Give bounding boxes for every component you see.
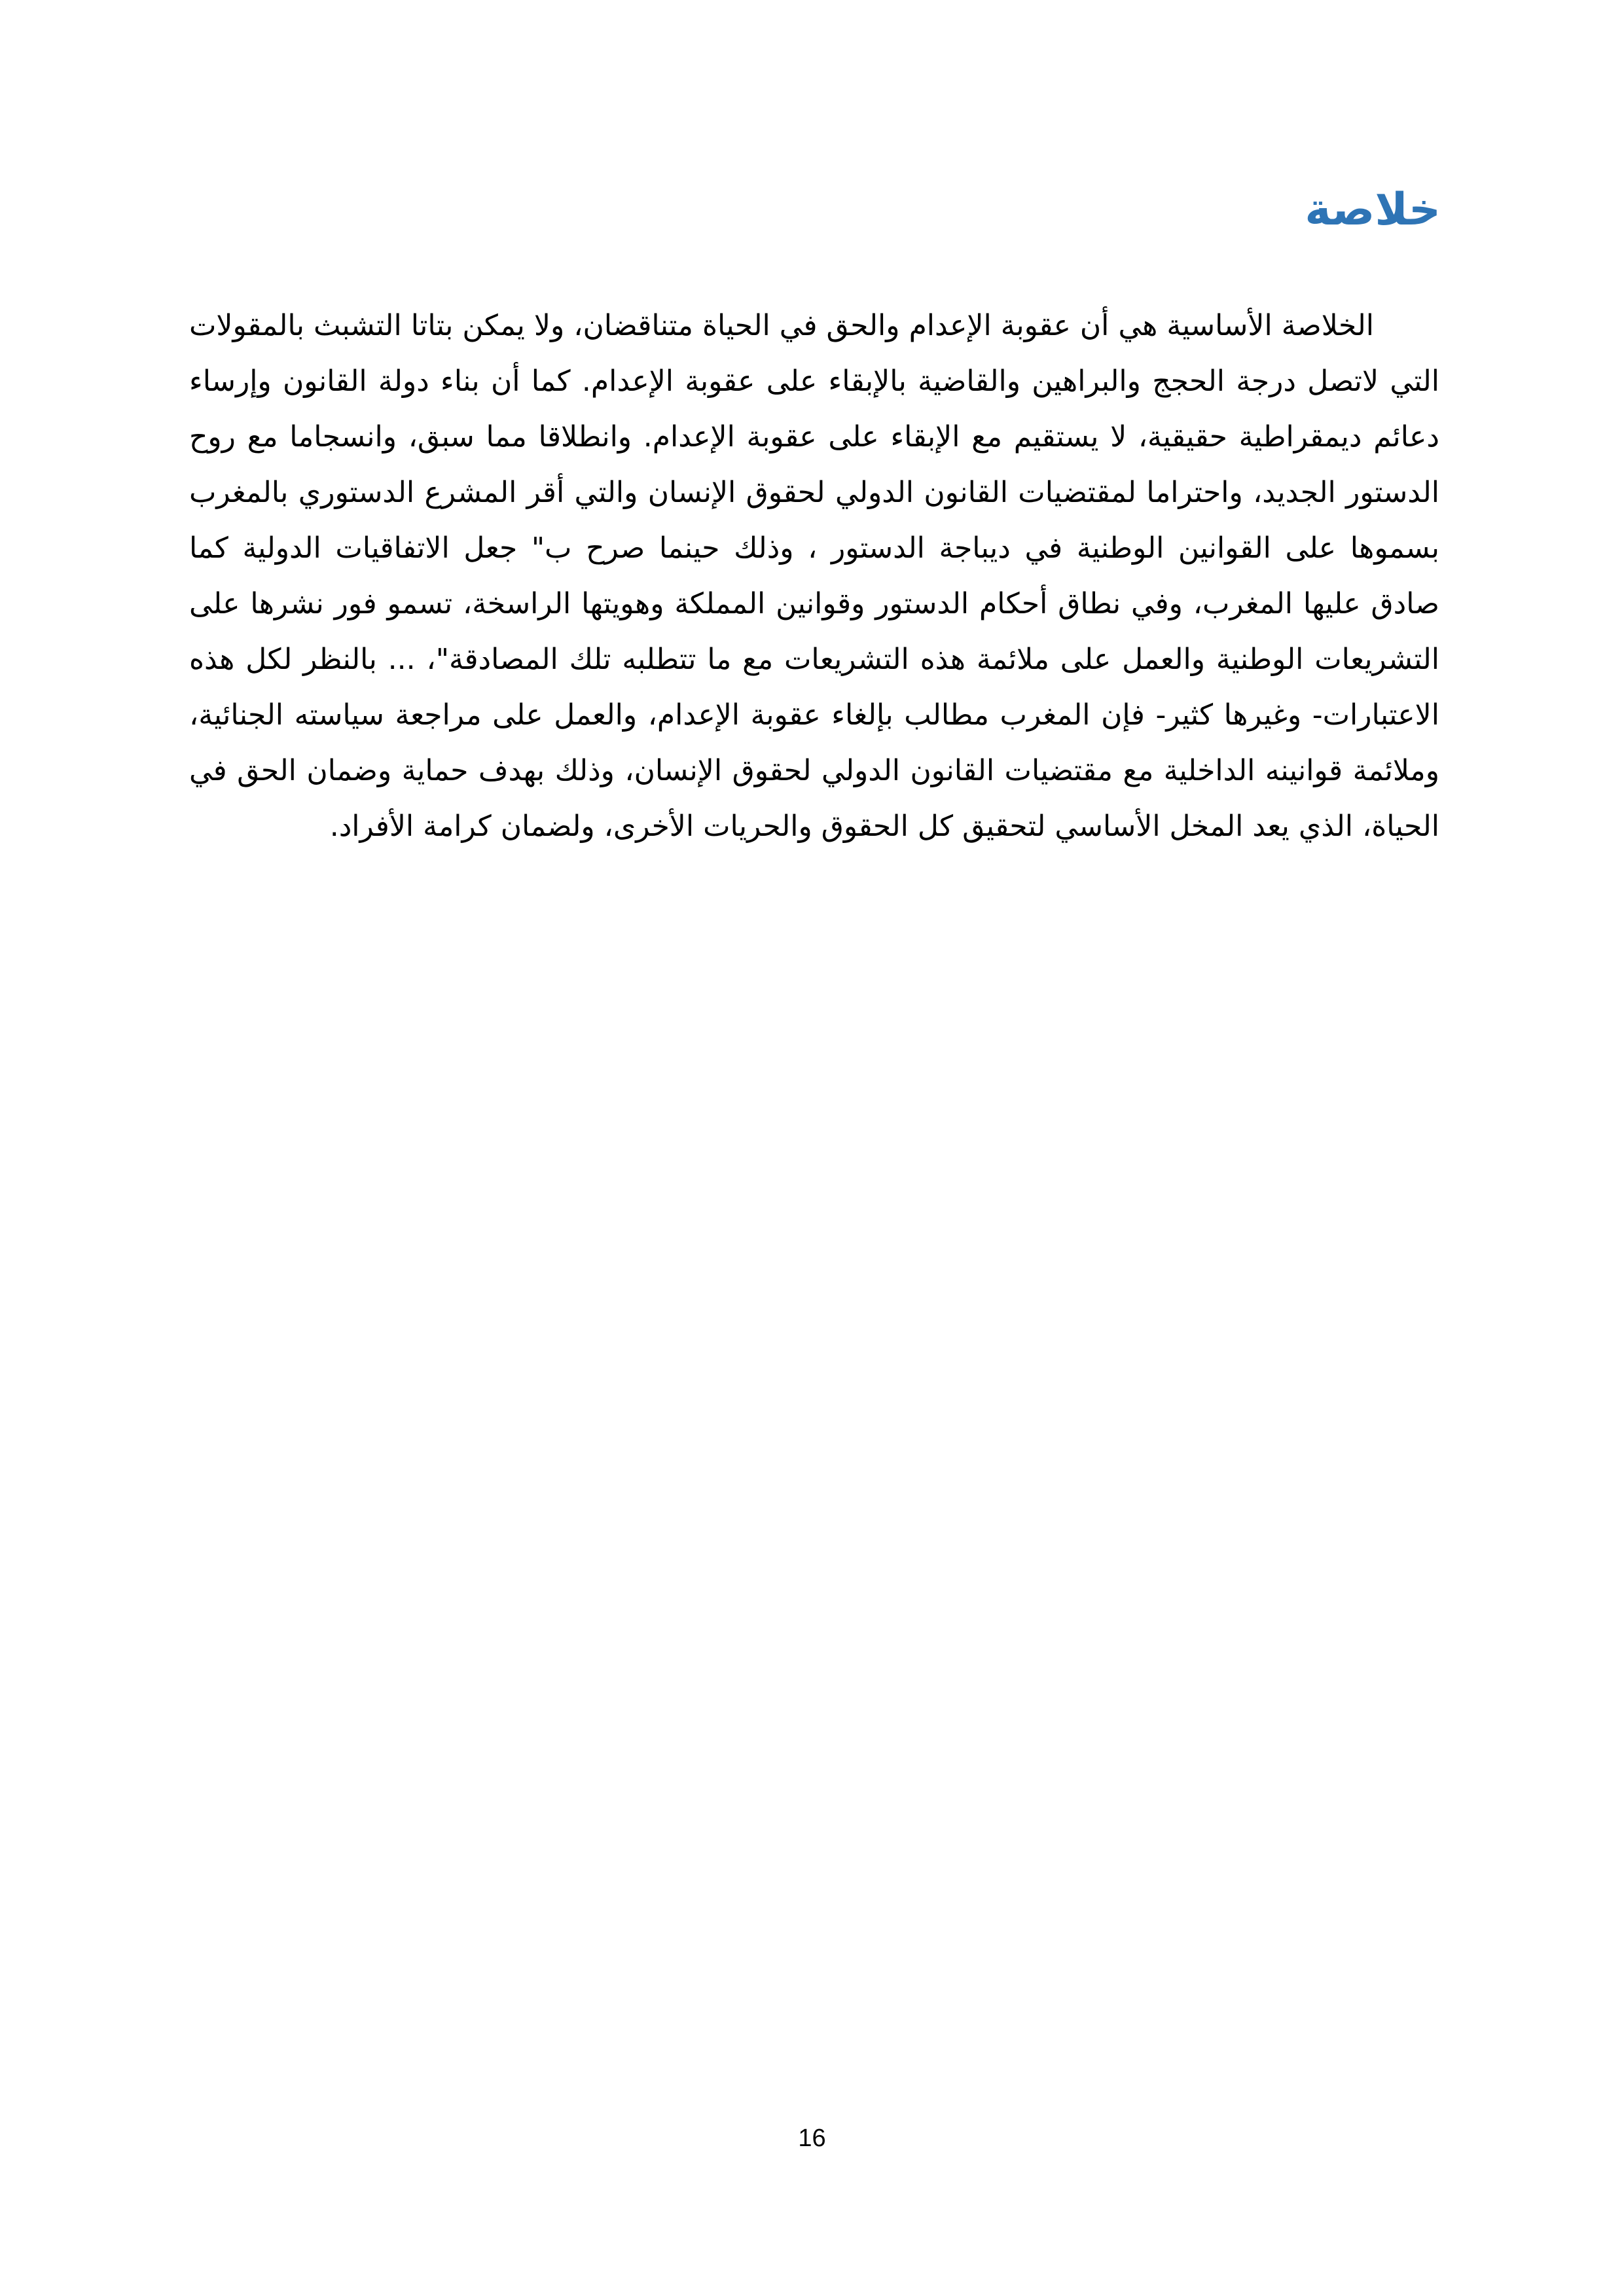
section-heading: خلاصة	[1305, 184, 1441, 236]
conclusion-paragraph: الخلاصة الأساسية هي أن عقوبة الإعدام والحق في الحياة متناقضان، ولا يمكن بتاتا التشبث بالمقولات التي لاتصل درجة الحجج والبراهين والقاضية بالإبقاء على عقوبة الإعدام. كما أن بناء دولة القانون وإرساء دعائم ديمقراطية حقيقية، لا يستقيم مع الإبقاء على عقوبة الإعدام. وانطلاقا مما سبق، وانسجاما مع روح الدستور الجديد، واحتراما لمقتضيات القانون الدولي لحقوق الإنسان والتي أقر المشرع الدستوري بالمغرب بسموها على القوانين الوطنية في ديباجة الدستور ، وذلك حينما صرح ب" جعل الاتفاقيات الدولية كما صادق عليها المغرب، وفي نطاق أحكام الدستور وقوانين المملكة وهويتها الراسخة، تسمو فور نشرها على التشريعات الوطنية والعمل على ملائمة هذه التشريعات مع ما تتطلبه تلك المصادقة"، ... بالنظر لكل هذه الاعتبارات- وغيرها كثير- فإن المغرب مطالب بإلغاء عقوبة الإعدام، والعمل على مراجعة سياسته الجنائية، وملائمة قوانينه الداخلية مع مقتضيات القانون الدولي لحقوق الإنسان، وذلك بهدف حماية وضمان الحق في الحياة، الذي يعد المخل الأساسي لتحقيق كل الحقوق والحريات الأخرى، ولضمان كرامة الأفراد.	[189, 309, 1439, 843]
page-number: 16	[798, 2125, 826, 2152]
